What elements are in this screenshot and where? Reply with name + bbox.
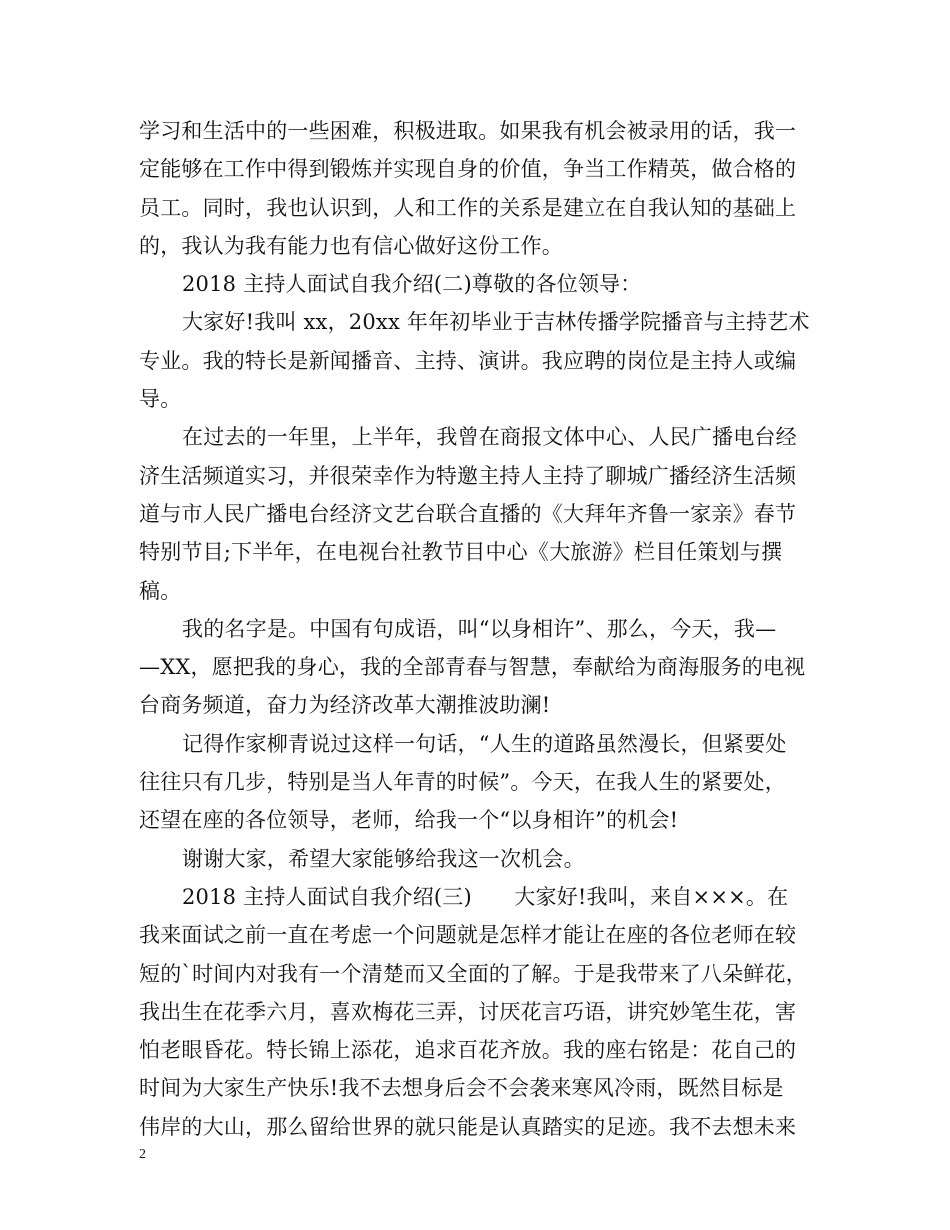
section-heading-line: 2018 主持人面试自我介绍(二)尊敬的各位领导：	[182, 272, 642, 297]
text-line: 怕老眼昏花。特长锦上添花，追求百花齐放。我的座右铭是：花自己的	[139, 1038, 797, 1063]
paragraph-first-line: 记得作家柳青说过这样一句话，“人生的道路虽然漫长，但紧要处	[182, 731, 787, 756]
text-line: 稿。	[139, 578, 182, 603]
text-line: 短的`时间内对我有一个清楚而又全面的了解。于是我带来了八朵鲜花，	[139, 961, 807, 986]
document-body	[139, 112, 829, 1146]
paragraph-first-line: 我的名字是。中国有句成语，叫“以身相许”、那么，今天，我—	[182, 616, 777, 641]
text-line: 伟岸的大山，那么留给世界的就只能是认真踏实的足迹。我不去想未来	[139, 1114, 797, 1139]
text-line: 的，我认为我有能力也有信心做好这份工作。	[139, 233, 563, 258]
text-line: 专业。我的特长是新闻播音、主持、演讲。我应聘的岗位是主持人或编	[139, 348, 797, 373]
text-line: 时间为大家生产快乐!我不去想身后会不会袭来寒风冷雨，既然目标是	[139, 1076, 784, 1101]
text-line: 往往只有几步，特别是当人年青的时候”。今天，在我人生的紧要处，	[139, 770, 786, 795]
paragraph-first-line: 在过去的一年里，上半年，我曾在商报文体中心、人民广播电台经	[182, 425, 797, 450]
section-heading-line: 2018 主持人面试自我介绍(三) 大家好!我叫，来自×××。在	[182, 884, 789, 909]
text-line: 我来面试之前一直在考虑一个问题就是怎样才能让在座的各位老师在较	[139, 923, 797, 948]
text-line: 我出生在花季六月，喜欢梅花三弄，讨厌花言巧语，讲究妙笔生花，害	[139, 999, 797, 1024]
text-line: 济生活频道实习，并很荣幸作为特邀主持人主持了聊城广播经济生活频	[139, 463, 797, 488]
text-line: —XX，愿把我的身心，我的全部青春与智慧，奉献给为商海服务的电视	[139, 655, 806, 680]
text-line: 还望在座的各位领导，老师，给我一个“以身相许”的机会!	[139, 808, 679, 833]
text-line: 员工。同时，我也认识到，人和工作的关系是建立在自我认知的基础上	[139, 195, 797, 220]
text-line: 定能够在工作中得到锻炼并实现自身的价值，争当工作精英，做合格的	[139, 157, 797, 182]
text-line: 道与市人民广播电台经济文艺台联合直播的《大拜年齐鲁一家亲》春节	[139, 501, 797, 526]
text-line: 导。	[139, 387, 182, 412]
text-line: 台商务频道，奋力为经济改革大潮推波助澜!	[139, 693, 551, 718]
text-line: 特别节目;下半年，在电视台社教节目中心《大旅游》栏目任策划与撰	[139, 540, 783, 565]
text-line: 学习和生活中的一些困难，积极进取。如果我有机会被录用的话，我一	[139, 119, 797, 143]
paragraph-first-line: 大家好!我叫 xx，20xx 年年初毕业于吉林传播学院播音与主持艺术	[182, 310, 810, 335]
paragraph-first-line: 谢谢大家，希望大家能够给我这一次机会。	[182, 846, 585, 871]
page-number: 2	[139, 1147, 146, 1162]
